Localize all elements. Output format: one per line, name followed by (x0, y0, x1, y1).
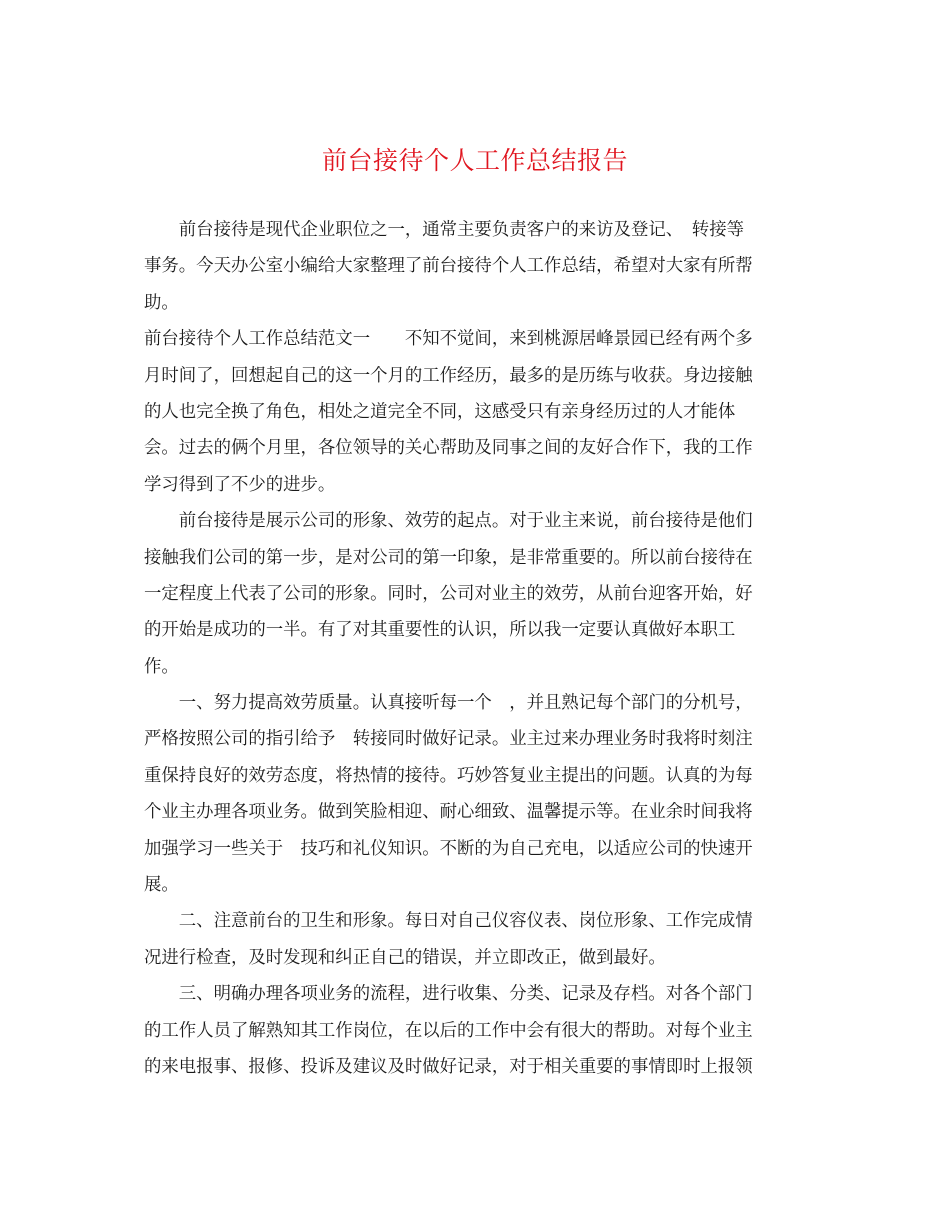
body-text-line: 的开始是成功的一半。有了对其重要性的认识，所以我一定要认真做好本职工 (144, 620, 736, 641)
body-text-line: 作。 (144, 656, 179, 677)
body-text-line: 的工作人员了解熟知其工作岗位，在以后的工作中会有很大的帮助。对每个业主 (144, 1020, 753, 1041)
body-text-line: 的来电报事、报修、投诉及建议及时做好记录，对于相关重要的事情即时上报领 (144, 1056, 753, 1077)
body-text-line: 个业主办理各项业务。做到笑脸相迎、耐心细致、温馨提示等。在业余时间我将 (144, 802, 753, 823)
body-text-line: 况进行检查，及时发现和纠正自己的错误，并立即改正，做到最好。 (144, 947, 666, 968)
document-title: 前台接待个人工作总结报告 (321, 146, 628, 175)
body-text-line: 的人也完全换了角色，相处之道完全不同，这感受只有亲身经历过的人才能体 (144, 401, 736, 422)
document-body (144, 212, 809, 1085)
body-text-line: 事务。今天办公室小编给大家整理了前台接待个人工作总结，希望对大家有所帮 (144, 256, 753, 277)
body-text-line: 学习得到了不少的进步。 (144, 474, 336, 495)
body-text-line: 一定程度上代表了公司的形象。同时，公司对业主的效劳，从前台迎客开始，好 (144, 583, 753, 604)
body-text-line: 前台接待是展示公司的形象、效劳的起点。对于业主来说，前台接待是他们 (144, 511, 753, 532)
body-text-line: 前台接待是现代企业职位之一，通常主要负责客户的来访及登记、 转接等 (144, 220, 744, 240)
body-text-line: 接触我们公司的第一步，是对公司的第一印象，是非常重要的。所以前台接待在 (144, 547, 753, 568)
body-text-line: 一、努力提高效劳质量。认真接听每一个 ，并且熟记每个部门的分机号， (144, 693, 753, 714)
body-text-line: 严格按照公司的指引给予 转接同时做好记录。业主过来办理业务时我将时刻注 (144, 729, 753, 750)
body-text-line: 会。过去的俩个月里，各位领导的关心帮助及同事之间的友好合作下，我的工作 (144, 438, 753, 459)
body-text-line: 二、注意前台的卫生和形象。每日对自己仪容仪表、岗位形象、工作完成情 (144, 911, 753, 932)
body-text-line: 三、明确办理各项业务的流程，进行收集、分类、记录及存档。对各个部门 (144, 984, 753, 1005)
body-text-line: 前台接待个人工作总结范文一 不知不觉间，来到桃源居峰景园已经有两个多 (144, 329, 753, 350)
body-text-line: 重保持良好的效劳态度，将热情的接待。巧妙答复业主提出的问题。认真的为每 (144, 765, 753, 786)
body-text-line: 月时间了，回想起自己的这一个月的工作经历，最多的是历练与收获。身边接触 (144, 365, 753, 386)
body-text-line: 展。 (144, 875, 179, 896)
body-text-line: 助。 (144, 292, 179, 313)
body-text-line: 加强学习一些关于 技巧和礼仪知识。不断的为自己充电，以适应公司的快速开 (144, 838, 753, 859)
